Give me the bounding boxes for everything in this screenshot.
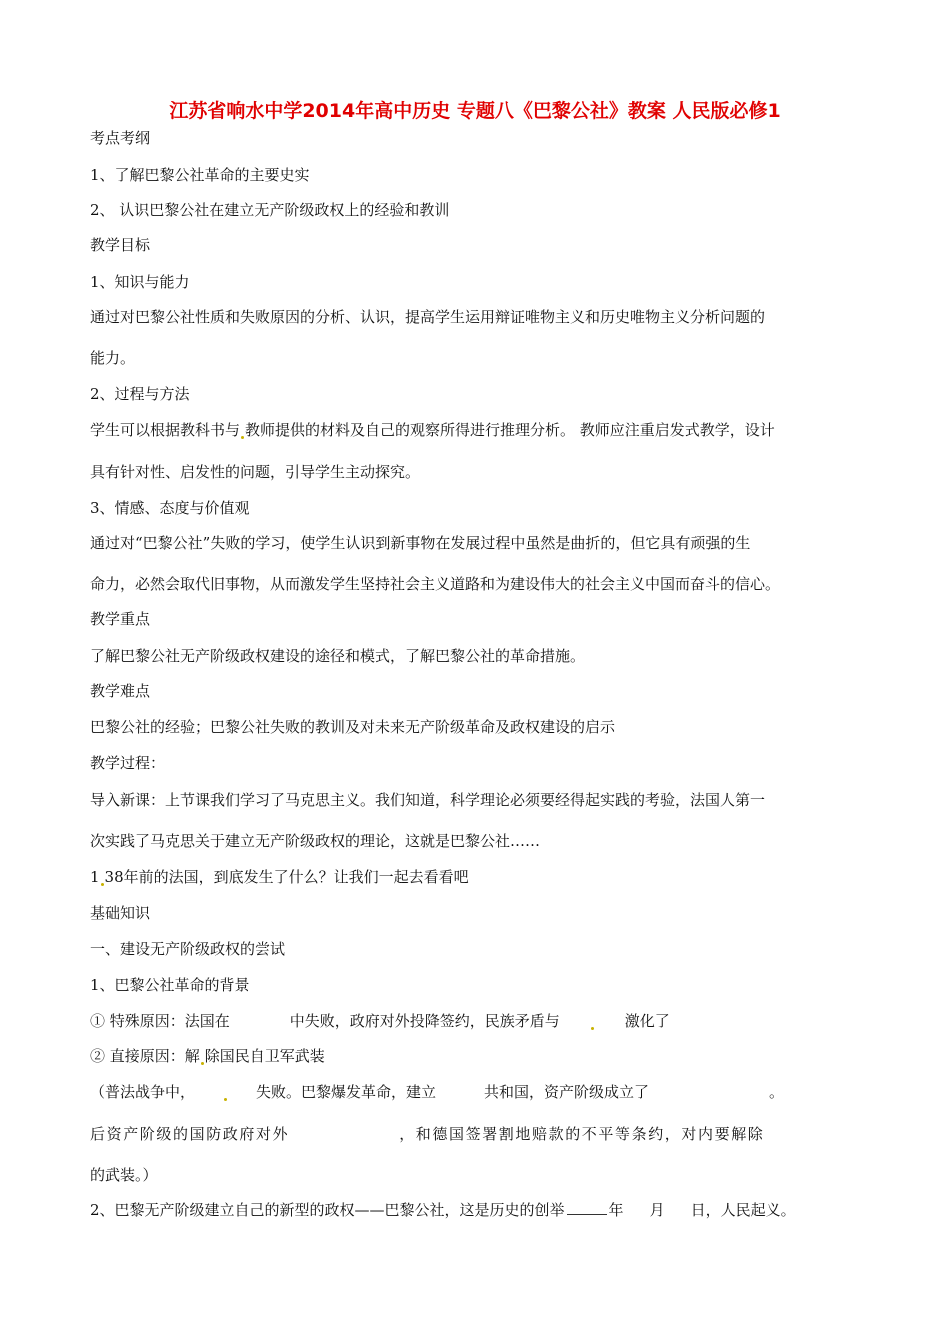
text-line: 了解巴黎公社无产阶级政权建设的途径和模式，了解巴黎公社的革命措施。 [90, 647, 586, 665]
dot-mark [224, 1098, 227, 1101]
text-line [90, 420, 775, 440]
text-segment: 1 [90, 868, 100, 886]
text-segment: ② 直接原因：解 [90, 1047, 200, 1065]
text-line: 1、巴黎公社革命的背景 [90, 976, 250, 994]
section-heading-exam-outline: 考点考纲 [90, 129, 151, 147]
text-line [90, 867, 469, 887]
text-segment: 失败。巴黎爆发革命，建立 [256, 1083, 437, 1101]
section-heading-basics: 基础知识 [90, 904, 151, 922]
text-segment: 后资产阶级的国防政府对外 [90, 1125, 290, 1143]
section-heading-process: 教学过程： [90, 754, 166, 772]
dot-mark [201, 1062, 204, 1065]
dot-mark [101, 883, 104, 886]
text-line: 命力，必然会取代旧事物，从而激发学生坚持社会主义道路和为建设伟大的社会主义中国而奋斗的信心。 [90, 575, 781, 593]
text-line: 1、知识与能力 [90, 273, 190, 291]
section-heading-objectives: 教学目标 [90, 236, 151, 254]
text-line-fill-blanks [90, 1124, 764, 1144]
text-line: 2、过程与方法 [90, 385, 190, 403]
dot-mark [241, 436, 244, 439]
section-heading-key-points: 教学重点 [90, 610, 151, 628]
text-line: 具有针对性、启发性的问题，引导学生主动探究。 [90, 463, 421, 481]
text-line: 2、 认识巴黎公社在建立无产阶级政权上的经验和教训 [90, 201, 450, 219]
text-segment: 2、巴黎无产阶级建立自己的新型的政权——巴黎公社，这是历史的创举 [90, 1201, 565, 1219]
text-segment: ① 特殊原因：法国在 [90, 1012, 230, 1030]
text-segment: 除国民自卫军武装 [204, 1047, 325, 1065]
underline-blank [567, 1200, 607, 1215]
text-segment: 教师提供的材料及自己的观察所得进行推理分析。 教师应注重启发式教学，设计 [245, 421, 775, 439]
text-segment: 。 [769, 1083, 785, 1101]
text-line: 通过对巴黎公社性质和失败原因的分析、认识，提高学生运用辩证唯物主义和历史唯物主义分析问题的 [90, 308, 766, 326]
text-segment: 中失败，政府对外投降签约，民族矛盾与 [289, 1012, 560, 1030]
text-segment: ，和德国签署割地赔款的不平等条约，对内要解除 [399, 1125, 765, 1143]
text-segment: 日，人民起义。 [690, 1201, 796, 1219]
document-title: 江苏省响水中学2014年高中历史 专题八《巴黎公社》教案 人民版必修1 [169, 100, 781, 122]
text-segment: 38年前的法国，到底发生了什么？让我们一起去看看吧 [104, 868, 469, 886]
text-line [90, 1046, 325, 1066]
text-line: 一、建设无产阶级政权的尝试 [90, 940, 286, 958]
dot-mark [591, 1027, 594, 1030]
section-heading-difficulties: 教学难点 [90, 682, 151, 700]
text-line: 导入新课：上节课我们学习了马克思主义。我们知道，科学理论必须要经得起实践的考验，法国人第一 [90, 791, 766, 809]
text-line: 巴黎公社的经验；巴黎公社失败的教训及对未来无产阶级革命及政权建设的启示 [90, 718, 616, 736]
text-segment: 共和国，资产阶级成立了 [484, 1083, 650, 1101]
text-line: 1、了解巴黎公社革命的主要史实 [90, 166, 310, 184]
text-line-fill-blanks [90, 1200, 796, 1220]
text-line: 通过对“巴黎公社”失败的学习，使学生认识到新事物在发展过程中虽然是曲折的，但它具有顽强的生 [90, 534, 751, 552]
text-line-fill-blanks [90, 1082, 784, 1102]
text-segment: 激化了 [624, 1012, 670, 1030]
text-line: 3、情感、态度与价值观 [90, 499, 250, 517]
text-line: 的武装。） [90, 1166, 158, 1184]
text-segment: 月 [649, 1201, 665, 1219]
text-line: 能力。 [90, 349, 136, 367]
text-line: 次实践了马克思关于建立无产阶级政权的理论，这就是巴黎公社…… [90, 832, 541, 850]
text-segment: 年 [608, 1201, 624, 1219]
text-segment: （普法战争中， [90, 1083, 196, 1101]
text-line-fill-blanks [90, 1011, 670, 1031]
text-segment: 学生可以根据教科书与 [90, 421, 241, 439]
